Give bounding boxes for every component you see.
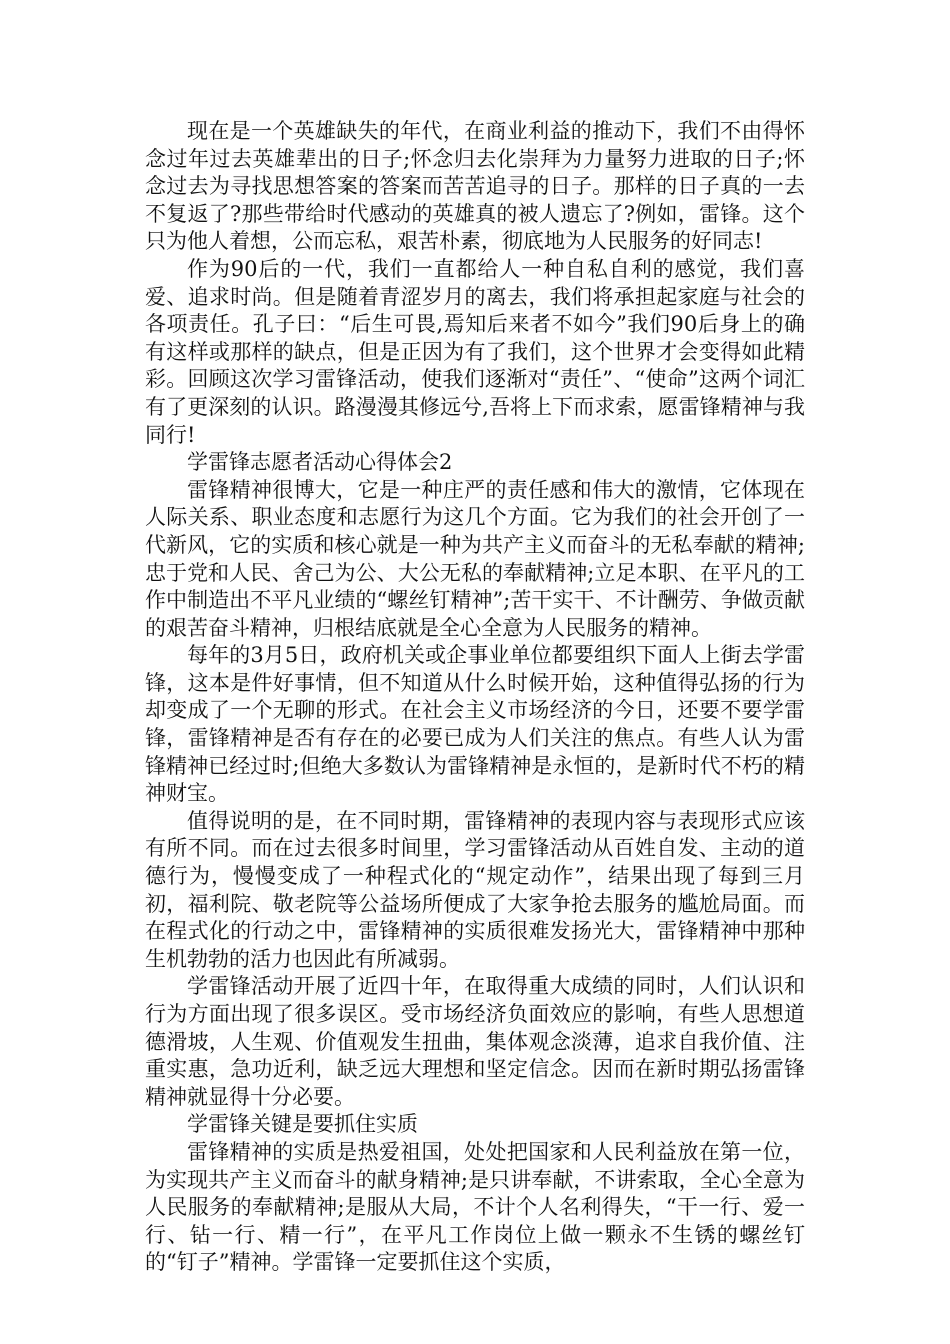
paragraph-5: 值得说明的是，在不同时期，雷锋精神的表现内容与表现形式应该有所不同。而在过去很多时间里，学习雷锋活动从百姓自发、主动的道德行为，慢慢变成了一种程式化的“规定动作”，结果出现了每到三月初，福利院、敬老院等公益场所便成了大家争抢去服务的尴尬局面。而在程式化的行动之中，雷锋精神的实质很难发扬光大，雷锋精神中那种生机勃勃的活力也因此有所减弱。	[145, 808, 805, 971]
paragraph-1: 现在是一个英雄缺失的年代，在商业利益的推动下，我们不由得怀念过年过去英雄辈出的日子;怀念归去化崇拜为力量努力进取的日子;怀念过去为寻找思想答案的答案而苦苦追寻的日子。那样的日子真的一去不复返了?那些带给时代感动的英雄真的被人遗忘了?例如，雷锋。这个只为他人着想，公而忘私，艰苦朴素，彻底地为人民服务的好同志!	[145, 119, 805, 254]
paragraph-3: 雷锋精神很博大，它是一种庄严的责任感和伟大的激情，它体现在人际关系、职业态度和志愿行为这几个方面。它为我们的社会开创了一代新风，它的实质和核心就是一种为共产主义而奋斗的无私奉献的精神;忠于党和人民、舍己为公、大公无私的奉献精神;立足本职、在平凡的工作中制造出不平凡业绩的“螺丝钉精神”;苦干实干、不计酬劳、争做贡献的艰苦奋斗精神，归根结底就是全心全意为人民服务的精神。	[145, 477, 805, 640]
paragraph-4: 每年的3月5日，政府机关或企事业单位都要组织下面人上街去学雷锋，这本是件好事情，但不知道从什么时候开始，这种值得弘扬的行为却变成了一个无聊的形式。在社会主义市场经济的今日，还要不要学雷锋，雷锋精神是否有存在的必要已成为人们关注的焦点。有些人认为雷锋精神已经过时;但绝大多数认为雷锋精神是永恒的，是新时代不朽的精神财宝。	[145, 643, 805, 806]
paragraph-7: 雷锋精神的实质是热爱祖国，处处把国家和人民利益放在第一位，为实现共产主义而奋斗的献身精神;是只讲奉献，不讲索取，全心全意为人民服务的奉献精神;是服从大局，不计个人名利得失，“干一行、爱一行、钻一行、精一行”，在平凡工作岗位上做一颗永不生锈的螺丝钉的“钉子”精神。学雷锋一定要抓住这个实质，	[145, 1139, 805, 1275]
paragraph-2: 作为90后的一代，我们一直都给人一种自私自利的感觉，我们喜爱、追求时尚。但是随着青涩岁月的离去，我们将承担起家庭与社会的各项责任。孔子曰：“后生可畏,焉知后来者不如今”我们90后身上的确有这样或那样的缺点，但是正因为有了我们，这个世界才会变得如此精彩。回顾这次学习雷锋活动，使我们逐渐对“责任”、“使命”这两个词汇有了更深刻的认识。路漫漫其修远兮,吾将上下而求索，愿雷锋精神与我同行!	[145, 256, 805, 447]
paragraph-6: 学雷锋活动开展了近四十年，在取得重大成绩的同时，人们认识和行为方面出现了很多误区。受市场经济负面效应的影响，有些人思想道德滑坡，人生观、价值观发生扭曲，集体观念淡薄，追求自我价值、注重实惠，急功近利，缺乏远大理想和坚定信念。因而在新时期弘扬雷锋精神就显得十分必要。	[145, 974, 805, 1109]
document-page	[145, 118, 805, 1277]
section-heading-2: 学雷锋志愿者活动心得体会2	[187, 450, 453, 475]
section-heading-key: 学雷锋关键是要抓住实质	[187, 1112, 418, 1137]
